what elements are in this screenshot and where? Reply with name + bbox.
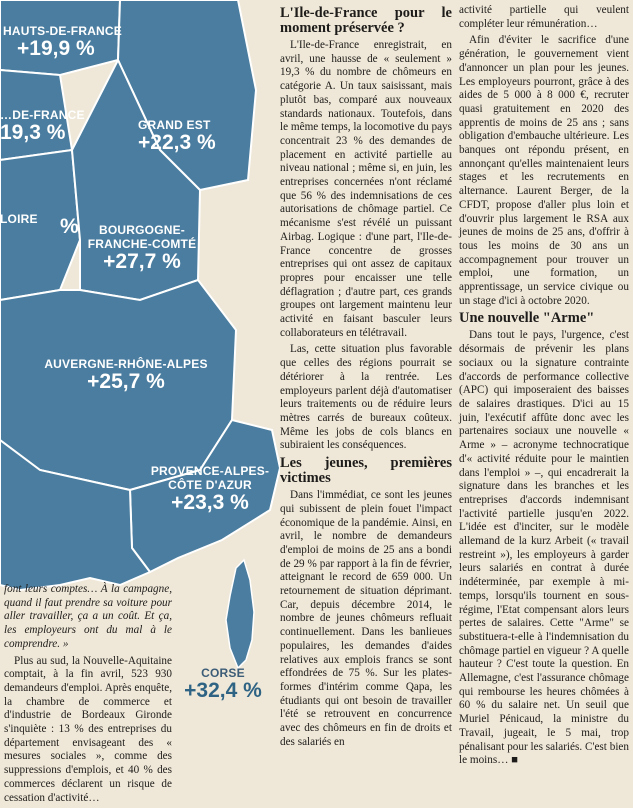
corse-shape [226,560,254,668]
paragraph: activité partielle qui veulent compléter leur rémunération… [459,4,629,30]
region-name: PROVENCE-ALPES-CÔTE D'AZUR [150,464,270,492]
region-bourgogne-franche-comte [82,223,202,273]
region-value: % [60,215,79,238]
region-value: +25,7 % [87,370,165,393]
region-name: …DE-FRANCE [0,108,85,122]
section-heading: L'Ile-de-France pour le moment préservée ? [280,5,452,36]
region-name: BOURGOGNE-FRANCHE-COMTÉ [87,223,197,251]
paragraph: font leurs comptes… À la campagne, quand il faut prendre sa voiture pour aller travailler, ça a un coût. Et ça, les employeurs ont du mal à le comprendre. » [4,583,172,650]
left-column-text [4,583,172,808]
region-value: +27,7 % [103,250,181,273]
section-heading: Une nouvelle "Arme" [459,310,595,327]
region-name: AUVERGNE-RHÔNE-ALPES [44,357,208,371]
region-name: HAUTS-DE-FRANCE [3,24,122,38]
article-column-3 [459,4,629,771]
region-name: GRAND EST [138,118,211,132]
paragraph: Plus au sud, la Nouvelle-Aquitaine comptait, à la fin avril, 523 930 demandeurs d'emploi. Après enquête, la chambre de commerce et d'industrie de Bordeaux Gironde s'inquiète : 13 % des entreprises du département envisageant des « mesures sociales », comme des suppressions d'emplois, et 40 % des commerces déclarent un risque de cessation d'activité… [4,654,172,804]
section-heading: Les jeunes, premières victimes [280,455,452,487]
region-auvergne-rhone-alpes [36,357,216,393]
region-paca [150,464,270,514]
region-corse [178,666,268,702]
region-idf [0,108,85,144]
region-value: +22,3 % [138,131,216,154]
region-grand-est [138,118,216,154]
paragraph: Dans l'immédiat, ce sont les jeunes qui subissent de plein fouet l'impact économique de la pandémie. Ainsi, en avril, le nombre de demandeurs d'emploi de moins de 25 ans a bondi de 29 % par rapport à la fin de février, atteignant le record de 659 000. Un retournement de situation déprimant. Car, depuis décembre 2014, le nombre de jeunes chômeurs refluait continuellement. Dans les banlieues populaires, les demandes d'aides relatives aux emplois francs se sont effondrées de 75 %. Sur les plates-formes d'intérim comme Qapa, les étudiants qui ont besoin de travailler l'été se retrouvent en concurrence avec des chômeurs en fin de droits et des salariés en [280,489,452,748]
region-value: +23,3 % [171,491,249,514]
region-value: +19,9 % [17,37,95,60]
region-loire [0,212,79,238]
region-hauts-de-france [3,24,122,60]
article-column-2 [280,4,452,752]
region-name: LOIRE [0,212,38,226]
region-value: +32,4 % [184,679,262,702]
region-name: CORSE [201,666,245,680]
paragraph: L'Ile-de-France enregistrait, en avril, une hausse de « seulement » 19,3 % du nombre de chômeurs en catégorie A. Un taux saisissant, mais plutôt bas, comparé aux nouveaux standards nationaux. Toutefois, dans le même temps, la locomotive du pays concentrait 23 % des demandes de placement en activité partielle au niveau national ; même si, en juin, les entreprises concernées n'ont réclamé que 56 % des indemnisations de ces autorisations de chômage partiel. Ce mécanisme s'est révélé un puissant Airbag. Logique : d'une part, l'Ile-de-France concentre de grosses entreprises qui ont assez de capitaux propres pour encaisser une telle déflagration ; d'autre part, ces grands groupes ont largement maintenu leur activité en faisant basculer leurs collaborateurs en télétravail. [280,39,452,339]
paragraph: Las, cette situation plus favorable que celles des régions pourrait se détériorer à la rentrée. Les employeurs parlent déjà d'automatiser leurs traitements ou de réduire leurs mètres carrés de bureaux coûteux. Même les jobs de cols blancs en subiraient les conséquences. [280,343,452,452]
region-value: 19,3 % [0,121,66,144]
paragraph: Afin d'éviter le sacrifice d'une génération, le gouvernement vient d'annoncer un plan pour les jeunes. Les employeurs pourront, grâce à des aides de 5 000 à 8 000 €, recruter quasi gratuitement en 2020 des apprentis de moins de 25 ans ; sans obligation d'embauche ultérieure. Les banques ont répondu présent, en annonçant qu'elles maintenaient leurs stages et les recrutements en alternance. Laurent Berger, de la CFDT, propose d'aller plus loin et d'ouvrir plus largement le RSA aux jeunes de moins de 25 ans, d'offrir à tous les moins de 30 ans un accompagnement pour trouver un emploi, une formation, un apprentissage, un service civique ou un stage d'ici à octobre 2020. [459,34,629,307]
paragraph: Dans tout le pays, l'urgence, c'est désormais de prévenir les plans sociaux ou la signature contrainte d'accords de performance collective (APC) qui imposeraient des baisses de salaires drastiques. D'ici au 15 juin, l'exécutif affûte donc avec les partenaires sociaux une nouvelle « Arme » – acronyme technocratique d'« activité réduite pour le maintien dans l'emploi » –, qui encadrerait la signature dans les branches et les entreprises d'accords indemnisant l'activité partielle jusqu'en 2022. L'idée est d'inciter, sur le modèle allemand de la kurz Arbeit (« travail restreint »), les employeurs à garder leurs salariés en contrat à durée indéterminée, par exemple à mi-temps, lorsqu'ils tournent en sous-régime, l'Etat compensant alors leurs pertes de salaires. Cette "Arme" se substituera-t-elle à l'indemnisation du chômage partiel en vigueur ? A quelle hauteur ? C'est toute la question. En Allemagne, c'est l'assurance chômage qui rembourse les heures chômées à 60 % du salaire net. Un seuil que Muriel Pénicaud, la ministre du Travail, jugeait, le 5 mai, trop pénalisant pour les salariés. C'est bien le moins… ■ [459,329,629,767]
